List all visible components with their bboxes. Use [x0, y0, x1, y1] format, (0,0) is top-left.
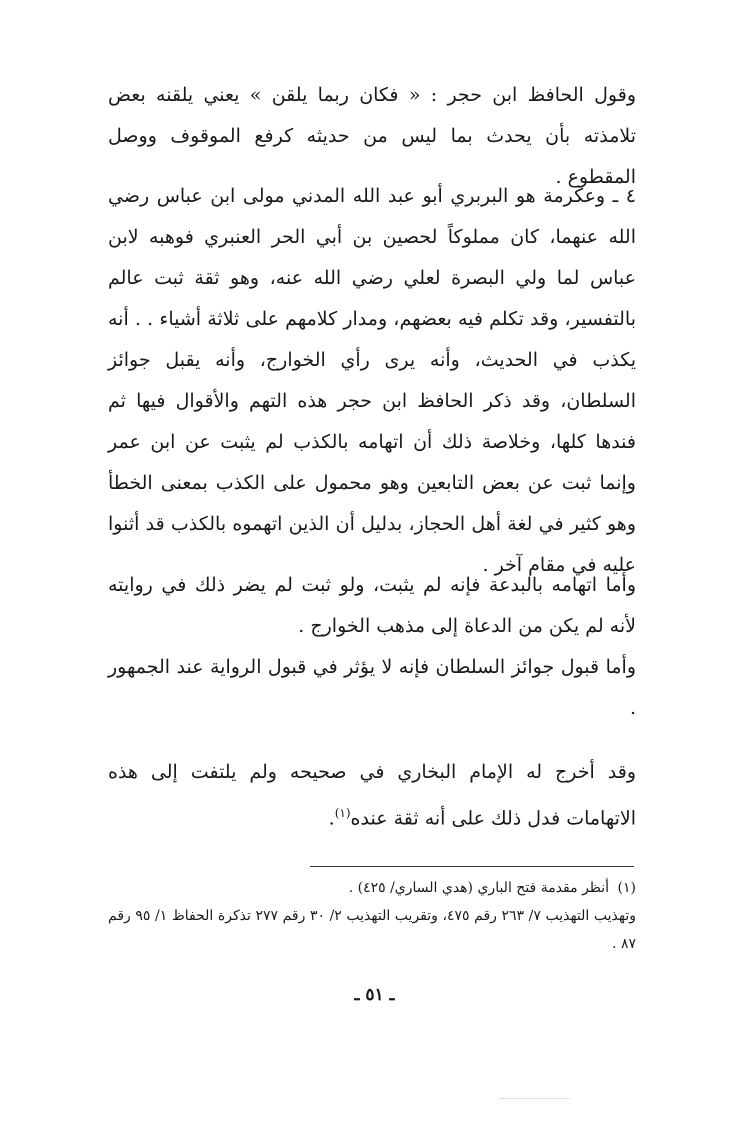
footnotes	[108, 874, 636, 958]
footnote-text-1: أنظر مقدمة فتح الباري (هدي الساري/ ٤٢٥) .	[348, 880, 610, 896]
footnote-number: (١)	[617, 880, 636, 896]
paragraph-bukhari-text: وقد أخرج له الإمام البخاري في صحيحه ولم يلتفت إلى هذه الاتهامات فدل ذلك على أنه ثقة عنده	[108, 761, 636, 830]
paragraph-talqin: وقول الحافظ ابن حجر : « فكان ربما يلقن » يعني يلقنه بعض تلامذته بأن يحدث بما ليس من حديثه كرفع الموقوف ووصل المقطوع .	[108, 84, 636, 188]
paragraph-jawaiz: وأما قبول جوائز السلطان فإنه لا يؤثر في قبول الرواية عند الجمهور .	[108, 656, 636, 719]
scan-artifact	[500, 1098, 570, 1099]
paragraph-ikrimah: ٤ ـ وعكرمة هو البربري أبو عبد الله المدني مولى ابن عباس رضي الله عنهما، كان مملوكاً لحصين بن أبي الحر العنبري فوهبه لابن عباس لما ولي البصرة لعلي رضي الله عنه، وهو ثقة ثبت عالم بالتفسير، وقد تكلم فيه بعضهم، ومدار كلامهم على ثلاثة أشياء . . أنه يكذب في الحديث، وأنه يرى رأي الخوارج، وأنه يقبل جوائز السلطان، وقد ذكر الحافظ ابن حجر هذه التهم والأقوال فيها ثم فندها كلها، وخلاصة ذلك أن اتهامه بالكذب لم يثبت عن ابن عمر وإنما ثبت عن بعض التابعين وهو محمول على الكذب بمعنى الخطأ وهو كثير في لغة أهل الحجاز، بدليل أن الذين اتهموه بالكذب قد أثنوا عليه في مقام آخر .	[108, 185, 636, 576]
footnote-line-2: وتهذيب التهذيب ٧/ ٢٦٣ رقم ٤٧٥، وتقريب التهذيب ٢/ ٣٠ رقم ٢٧٧ تذكرة الحفاظ ١/ ٩٥ رقم ٨٧ .	[108, 908, 636, 952]
paragraph-bukhari	[108, 752, 636, 839]
paragraph-bidah: وأما اتهامه بالبدعة فإنه لم يثبت، ولو ثبت لم يضر ذلك في روايته لأنه لم يكن من الدعاة إلى مذهب الخوارج .	[108, 574, 636, 637]
paragraph-bukhari-end: .	[328, 807, 335, 830]
footnote-separator	[310, 866, 634, 867]
footnote-reference: (١)	[334, 806, 351, 820]
page-number: ـ ٥١ ـ	[354, 985, 395, 1005]
footnote-line-1	[108, 874, 636, 902]
